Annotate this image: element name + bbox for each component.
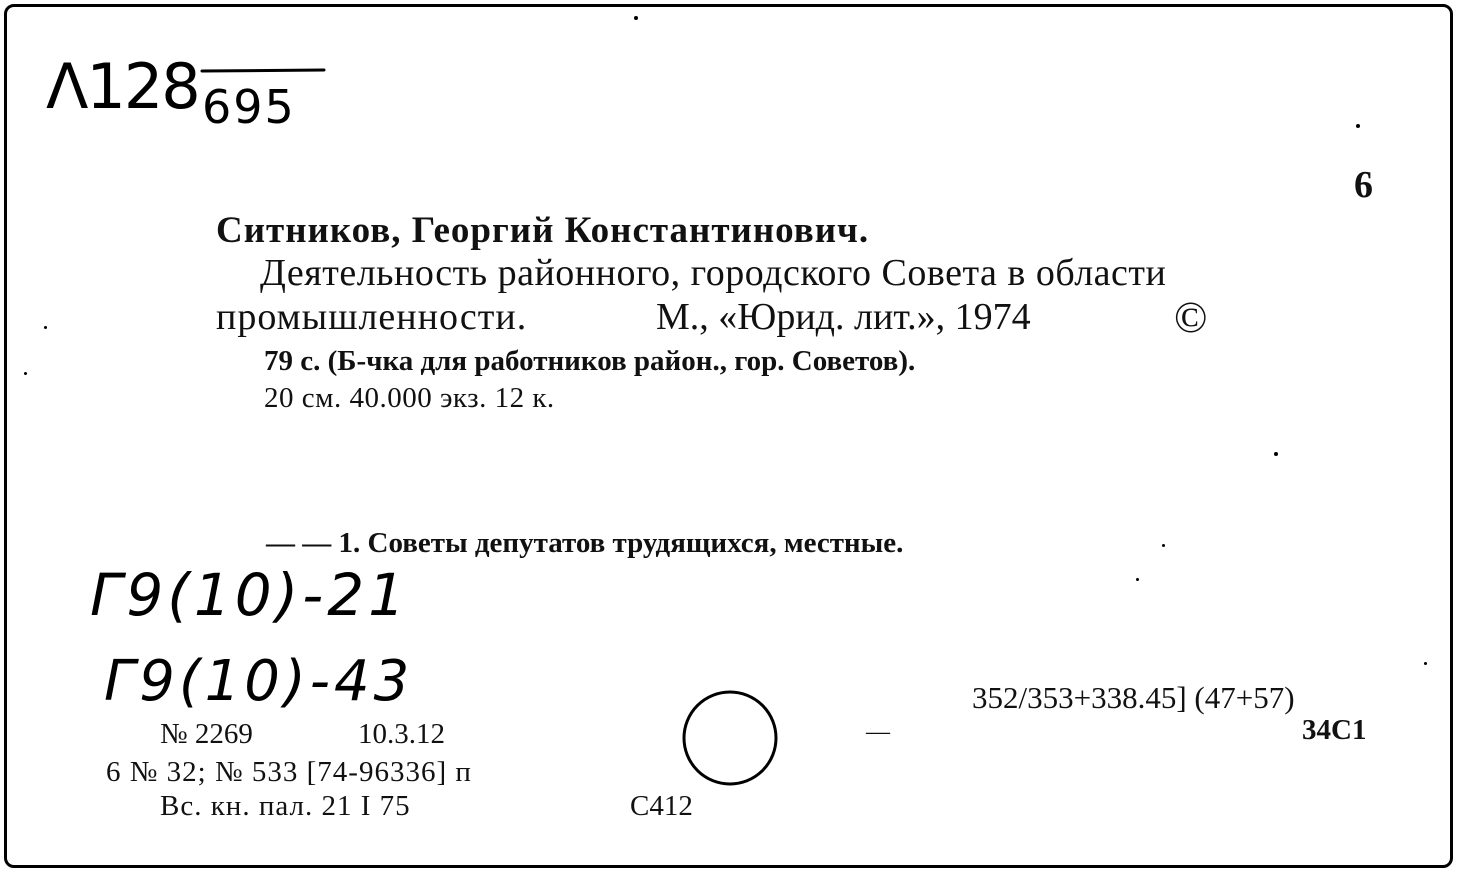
title-line-1: Деятельность районного, городского Совета в области — [260, 252, 1167, 294]
speck — [1356, 124, 1360, 128]
record-date: 10.3.12 — [358, 718, 445, 750]
stamp-circle — [680, 688, 780, 788]
class-code-2: Г9(10)-43 — [104, 649, 414, 714]
speck — [1274, 452, 1278, 456]
shelfmark-prefix: Λ128 — [46, 50, 199, 123]
card-corner-number: 6 — [1354, 164, 1373, 206]
shelfmark-overline — [200, 66, 330, 76]
registry-line: Вс. кн. пал. 21 I 75 — [160, 790, 411, 822]
registry-code: С412 — [630, 790, 693, 822]
record-number: № 2269 — [160, 718, 253, 750]
shelfmark-suffix: 695 — [202, 80, 296, 134]
physical-description: 20 см. 40.000 экз. 12 к. — [264, 382, 555, 414]
speck — [44, 326, 47, 329]
book-chamber-line: 6 № 32; № 533 [74-96336] п — [106, 756, 472, 788]
speck — [1424, 662, 1427, 665]
subject-heading: — — 1. Советы депутатов трудящихся, местные. — [266, 527, 904, 559]
speck — [1162, 544, 1165, 547]
class-code-1: Г9(10)-21 — [90, 561, 410, 629]
speck — [634, 16, 638, 20]
copyright-icon: © — [1174, 293, 1208, 342]
author-heading: Ситников, Георгий Константинович. — [216, 210, 870, 251]
speck — [24, 372, 27, 375]
title-line-2: промышленности. — [216, 296, 528, 338]
imprint: М., «Юрид. лит.», 1974 — [656, 296, 1031, 338]
series-line: 79 с. (Б-чка для работников район., гор. Советов). — [264, 345, 916, 377]
speck — [1136, 578, 1139, 581]
author-mark: 34С1 — [1302, 714, 1367, 746]
classification-index: 352/353+338.45] (47+57) — [972, 680, 1295, 715]
dash-mark: — — [866, 719, 890, 745]
